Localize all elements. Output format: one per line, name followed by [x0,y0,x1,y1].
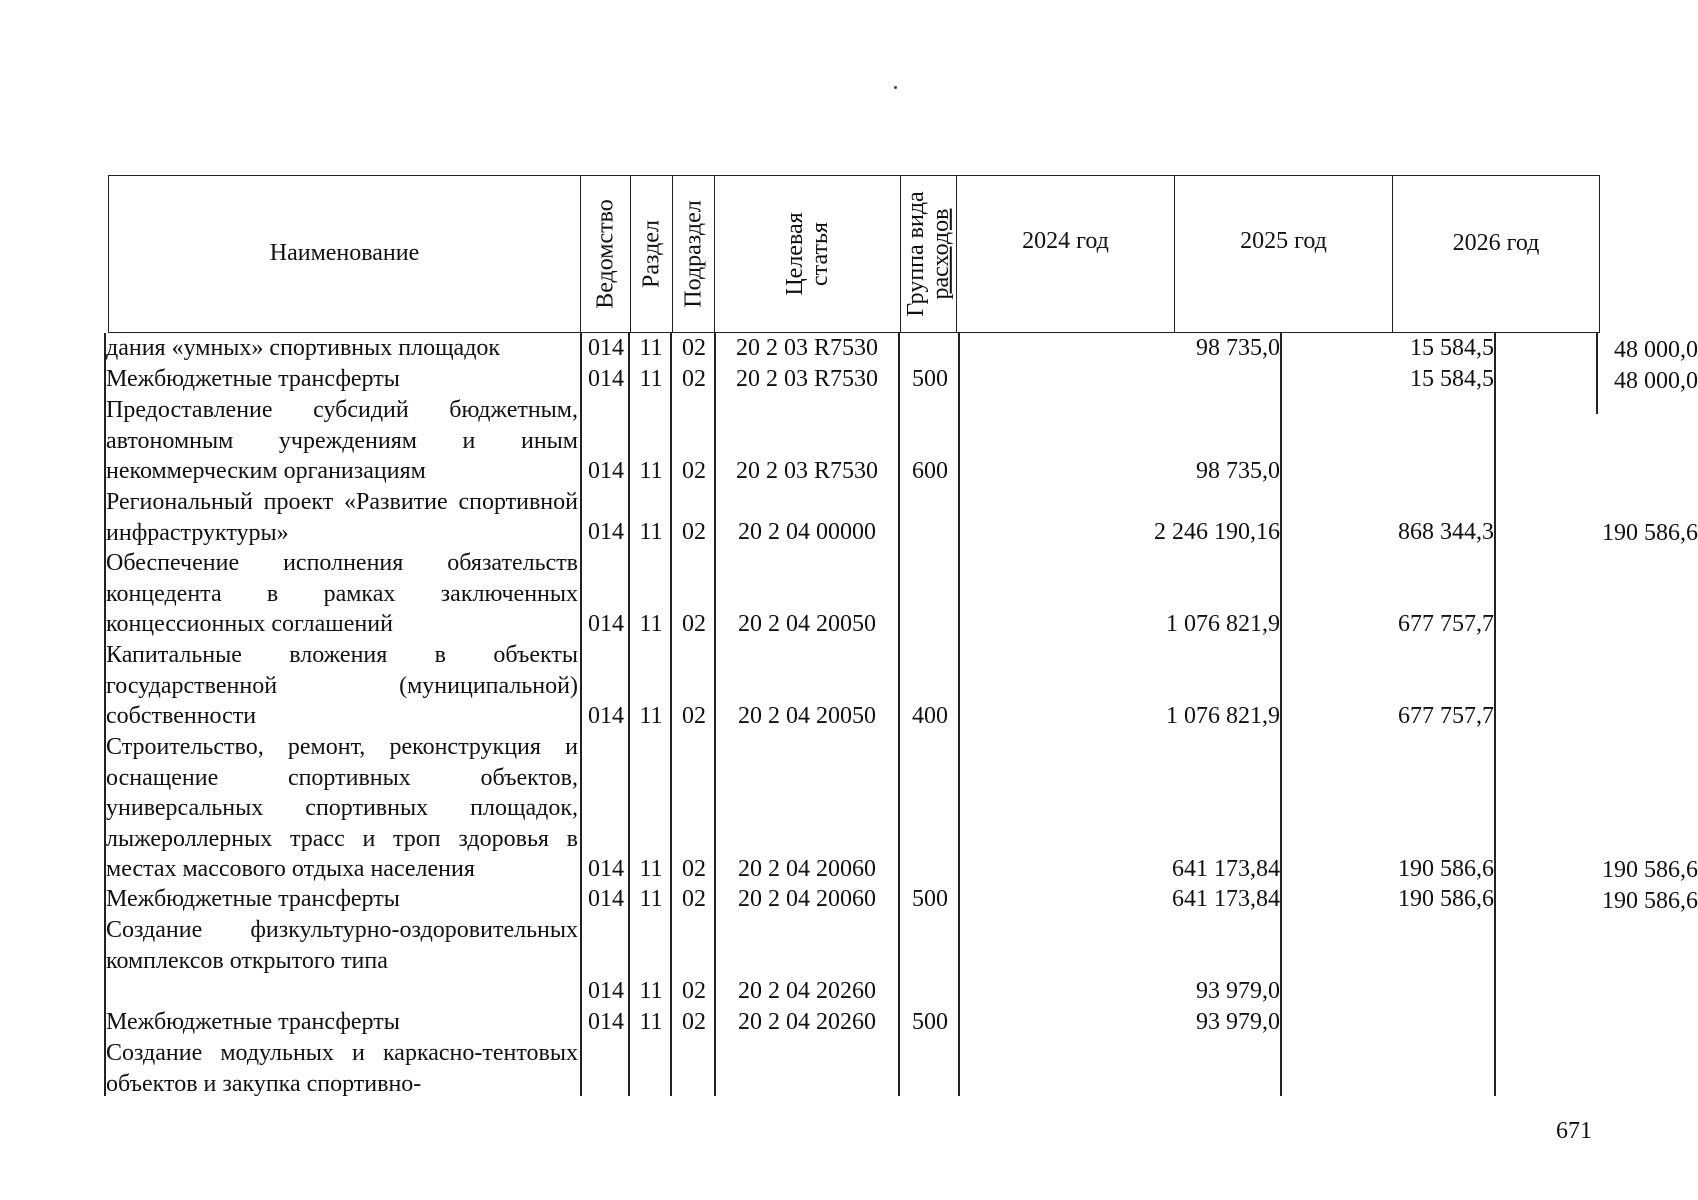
row-celevaya: 20 2 04 20260 [738,1009,876,1035]
row-2024: 1 076 821,9 [1166,611,1280,637]
header-vedomstvo: Ведомство [591,199,618,309]
header-celevaya [782,212,832,295]
row-name: Обеспечение исполнения обязательств концедента в рамках заключенных концессионных соглашений [106,550,578,637]
row-name: Создание модульных и каркасно-тентовых объектов и закупка спортивно- [106,1040,578,1097]
row-podrazdel: 02 [682,886,706,912]
row-podrazdel: 02 [682,458,706,484]
row-celevaya: 20 2 03 R7530 [735,366,878,392]
row-2026: 190 586,6 [1602,857,1698,883]
header-celevaya-cell [715,176,901,332]
row-podrazdel: 02 [682,703,706,729]
row-gruppa: 600 [912,458,948,484]
table-row [104,1007,1600,1038]
row-razdel: 11 [639,978,663,1004]
row-razdel: 11 [639,856,663,882]
row-vedomstvo: 014 [588,703,624,729]
header-2024: 2024 год [1022,228,1109,254]
header-gruppa-line1: Группа вида [902,191,929,317]
row-name: дания «умных» спортивных площадок [106,335,501,361]
row-podrazdel: 02 [682,335,706,361]
row-podrazdel: 02 [682,611,706,637]
row-2025: 15 584,5 [1410,366,1494,392]
row-razdel: 11 [639,1009,663,1035]
row-vedomstvo: 014 [588,1009,624,1035]
row-gruppa: 400 [912,703,948,729]
row-vedomstvo: 014 [588,886,624,912]
table-body [104,333,1698,1097]
row-name: Региональный проект «Развитие спортивной инфраструктуры» [106,489,578,546]
row-2024: 98 735,0 [1196,458,1280,484]
row-celevaya: 20 2 03 R7530 [735,458,878,484]
row-vedomstvo: 014 [588,335,624,361]
table-row [104,333,1698,364]
row-celevaya: 20 2 04 20050 [738,611,876,637]
row-2026: 48 000,0 [1614,368,1698,394]
row-celevaya: 20 2 04 20060 [738,856,876,882]
row-name: Межбюджетные трансферты [106,366,400,392]
row-2026: 190 586,6 [1602,888,1698,914]
row-2025: 190 586,6 [1398,886,1494,912]
row-gruppa: 500 [912,366,948,392]
row-2025: 15 584,5 [1410,335,1494,361]
table-row [104,548,1600,640]
table-row [104,364,1698,395]
row-name: Капитальные вложения в объекты государственной (муниципальной) собственности [106,642,578,729]
row-2025: 190 586,6 [1398,856,1494,882]
row-celevaya: 20 2 04 20050 [738,703,876,729]
page-number: 671 [1556,1118,1592,1144]
row-2025: 677 757,7 [1398,703,1494,729]
row-vedomstvo: 014 [588,366,624,392]
row-2024: 93 979,0 [1196,1009,1280,1035]
row-celevaya: 20 2 03 R7530 [735,335,878,361]
table-row [104,640,1600,732]
row-name: Межбюджетные трансферты [106,1009,400,1035]
row-2024: 641 173,84 [1172,856,1280,882]
table-header [108,175,1600,333]
row-vedomstvo: 014 [588,611,624,637]
row-vedomstvo: 014 [588,978,624,1004]
row-razdel: 11 [639,611,663,637]
header-gruppa [903,191,953,316]
row-name: Межбюджетные трансферты [106,886,400,912]
table-row [104,487,1698,548]
table-row [104,732,1698,884]
row-vedomstvo: 014 [588,856,624,882]
header-podrazdel-cell [673,176,715,332]
header-name: Наименование [269,240,420,266]
row-vedomstvo: 014 [588,519,624,545]
row-2024: 641 173,84 [1172,886,1280,912]
row-podrazdel: 02 [682,856,706,882]
row-2024: 93 979,0 [1196,978,1280,1004]
row-razdel: 11 [639,886,663,912]
table-row [104,915,1600,1007]
row-name: Создание физкультурно-оздоровительных комплексов открытого типа [106,917,578,974]
row-gruppa: 500 [912,886,948,912]
header-razdel-cell [631,176,673,332]
row-2026: 48 000,0 [1614,337,1698,363]
row-gruppa: 500 [912,1009,948,1035]
header-gruppa-line2: расходов [927,208,954,300]
header-gruppa-cell [901,176,957,332]
row-celevaya: 20 2 04 00000 [738,519,876,545]
row-name: Предоставление субсидий бюджетным, автономным учреждениям и иным некоммерческим организациям [106,397,578,484]
stray-dot-mark [894,86,897,89]
header-podrazdel: Подраздел [679,200,706,308]
table-row [104,884,1698,915]
row-celevaya: 20 2 04 20060 [738,886,876,912]
row-2025: 677 757,7 [1398,611,1494,637]
row-podrazdel: 02 [682,1009,706,1035]
header-2026: 2026 год [1452,230,1540,256]
table-row [104,395,1600,487]
row-razdel: 11 [639,703,663,729]
row-vedomstvo: 014 [588,458,624,484]
header-2026-cell [1393,176,1599,332]
row-razdel: 11 [639,366,663,392]
header-2025: 2025 год [1240,228,1327,254]
row-2024: 1 076 821,9 [1166,703,1280,729]
row-podrazdel: 02 [682,978,706,1004]
row-podrazdel: 02 [682,519,706,545]
row-2025: 868 344,3 [1398,519,1494,545]
row-2024: 2 246 190,16 [1154,519,1280,545]
header-razdel: Раздел [637,220,664,288]
row-podrazdel: 02 [682,366,706,392]
header-vedomstvo-cell [581,176,631,332]
header-2025-cell [1175,176,1393,332]
row-2026: 190 586,6 [1602,520,1698,546]
row-celevaya: 20 2 04 20260 [738,978,876,1004]
header-name-cell [109,176,581,332]
header-2024-cell [957,176,1175,332]
header-celevaya-line2: статья [806,222,833,286]
row-name: Строительство, ремонт, реконструкция и оснащение спортивных объектов, универсальных спортивных площадок, лыжероллерных трасс и троп здоровья в местах массового отдыха населения [106,734,578,882]
row-razdel: 11 [639,458,663,484]
row-razdel: 11 [639,335,663,361]
header-celevaya-line1: Целевая [781,212,808,296]
row-razdel: 11 [639,519,663,545]
row-2024: 98 735,0 [1196,335,1280,361]
table-row [104,1038,1600,1099]
